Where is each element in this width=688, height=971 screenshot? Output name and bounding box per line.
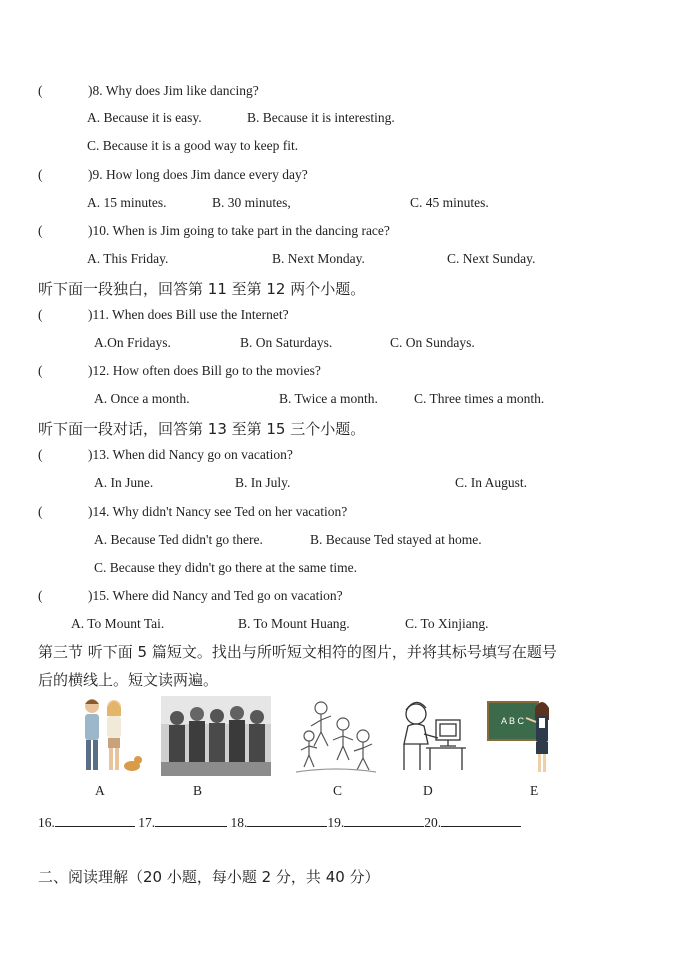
option-c: C. On Sundays. (390, 335, 475, 350)
answer-paren: ( (38, 307, 43, 322)
question-stem: )8. Why does Jim like dancing? (88, 83, 259, 98)
option-a: A. To Mount Tai. (71, 616, 165, 631)
option-b: B. Next Monday. (272, 251, 365, 266)
option-b: B. Because it is interesting. (247, 110, 395, 125)
picture-e-teacher-at-chalkboard (487, 696, 557, 776)
answer-blanks (38, 812, 521, 831)
section3-instruction-line1: 第三节 听下面 5 篇短文。找出与所听短文相符的图片，并将其标号填写在题号 (38, 643, 557, 661)
question-stem: )10. When is Jim going to take part in the dancing race? (88, 223, 390, 238)
option-c: C. Next Sunday. (447, 251, 536, 266)
section-heading-monologue: 听下面一段独白，回答第 11 至第 12 两个小题。 (38, 280, 366, 298)
option-a: A. Once a month. (94, 391, 190, 406)
answer-paren: ( (38, 167, 43, 182)
option-b: B. Twice a month. (279, 391, 378, 406)
answer-blank-16[interactable] (55, 812, 135, 827)
blank-number: 16. (38, 815, 55, 830)
option-c: C. 45 minutes. (410, 195, 489, 210)
question-14 (38, 504, 347, 520)
option-a: A. In June. (94, 475, 154, 490)
question-15 (38, 588, 343, 604)
question-stem: )12. How often does Bill go to the movies? (88, 363, 321, 378)
blank-number: 18. (230, 815, 248, 830)
blank-number: 19. (327, 815, 345, 830)
option-b: B. On Saturdays. (240, 335, 333, 350)
option-c: C. In August. (455, 475, 528, 490)
picture-label-e: E (530, 783, 539, 798)
chalkboard-text: A B C (501, 716, 525, 726)
picture-a-couple-with-dog (72, 696, 144, 776)
picture-label-a: A (95, 783, 105, 798)
part2-heading: 二、阅读理解（20 小题，每小题 2 分，共 40 分） (38, 868, 380, 886)
question-stem: )11. When does Bill use the Internet? (88, 307, 289, 322)
option-b: B. To Mount Huang. (238, 616, 350, 631)
picture-b-group-photo (161, 696, 271, 776)
answer-paren: ( (38, 363, 43, 378)
question-stem: )15. Where did Nancy and Ted go on vacation? (88, 588, 343, 603)
section3-instruction-line2: 后的横线上。短文读两遍。 (38, 671, 219, 689)
question-stem: )14. Why didn't Nancy see Ted on her vacation? (88, 504, 348, 519)
question-8 (38, 83, 259, 99)
picture-c-children-playing (291, 696, 381, 776)
blank-number: 17. (138, 815, 156, 830)
option-b: B. In July. (235, 475, 291, 490)
section-heading-dialogue: 听下面一段对话，回答第 13 至第 15 三个小题。 (38, 420, 366, 438)
question-12 (38, 363, 321, 379)
option-c: C. To Xinjiang. (405, 616, 489, 631)
question-stem: )9. How long does Jim dance every day? (88, 167, 308, 182)
answer-paren: ( (38, 588, 43, 603)
question-10 (38, 223, 390, 239)
option-c: C. Three times a month. (414, 391, 545, 406)
answer-paren: ( (38, 223, 43, 238)
answer-paren: ( (38, 447, 43, 462)
option-b: B. Because Ted stayed at home. (310, 532, 482, 547)
question-11 (38, 307, 289, 323)
picture-label-b: B (193, 783, 203, 798)
option-c: C. Because it is a good way to keep fit. (87, 138, 299, 153)
option-a: A. Because it is easy. (87, 110, 202, 125)
question-9 (38, 167, 308, 183)
answer-paren: ( (38, 83, 43, 98)
answer-paren: ( (38, 504, 43, 519)
option-b: B. 30 minutes, (212, 195, 291, 210)
answer-blank-19[interactable] (344, 812, 424, 827)
answer-blank-20[interactable] (441, 812, 521, 827)
question-stem: )13. When did Nancy go on vacation? (88, 447, 293, 462)
blank-number: 20. (424, 815, 442, 830)
question-13 (38, 447, 293, 463)
option-a: A. 15 minutes. (87, 195, 167, 210)
answer-blank-17[interactable] (155, 812, 227, 827)
option-c: C. Because they didn't go there at the same time. (94, 560, 357, 575)
option-a: A. Because Ted didn't go there. (94, 532, 263, 547)
picture-label-d: D (423, 783, 433, 798)
option-a: A.On Fridays. (94, 335, 171, 350)
option-a: A. This Friday. (87, 251, 169, 266)
picture-label-c: C (333, 783, 343, 798)
answer-blank-18[interactable] (247, 812, 327, 827)
picture-d-person-at-computer (396, 696, 470, 776)
